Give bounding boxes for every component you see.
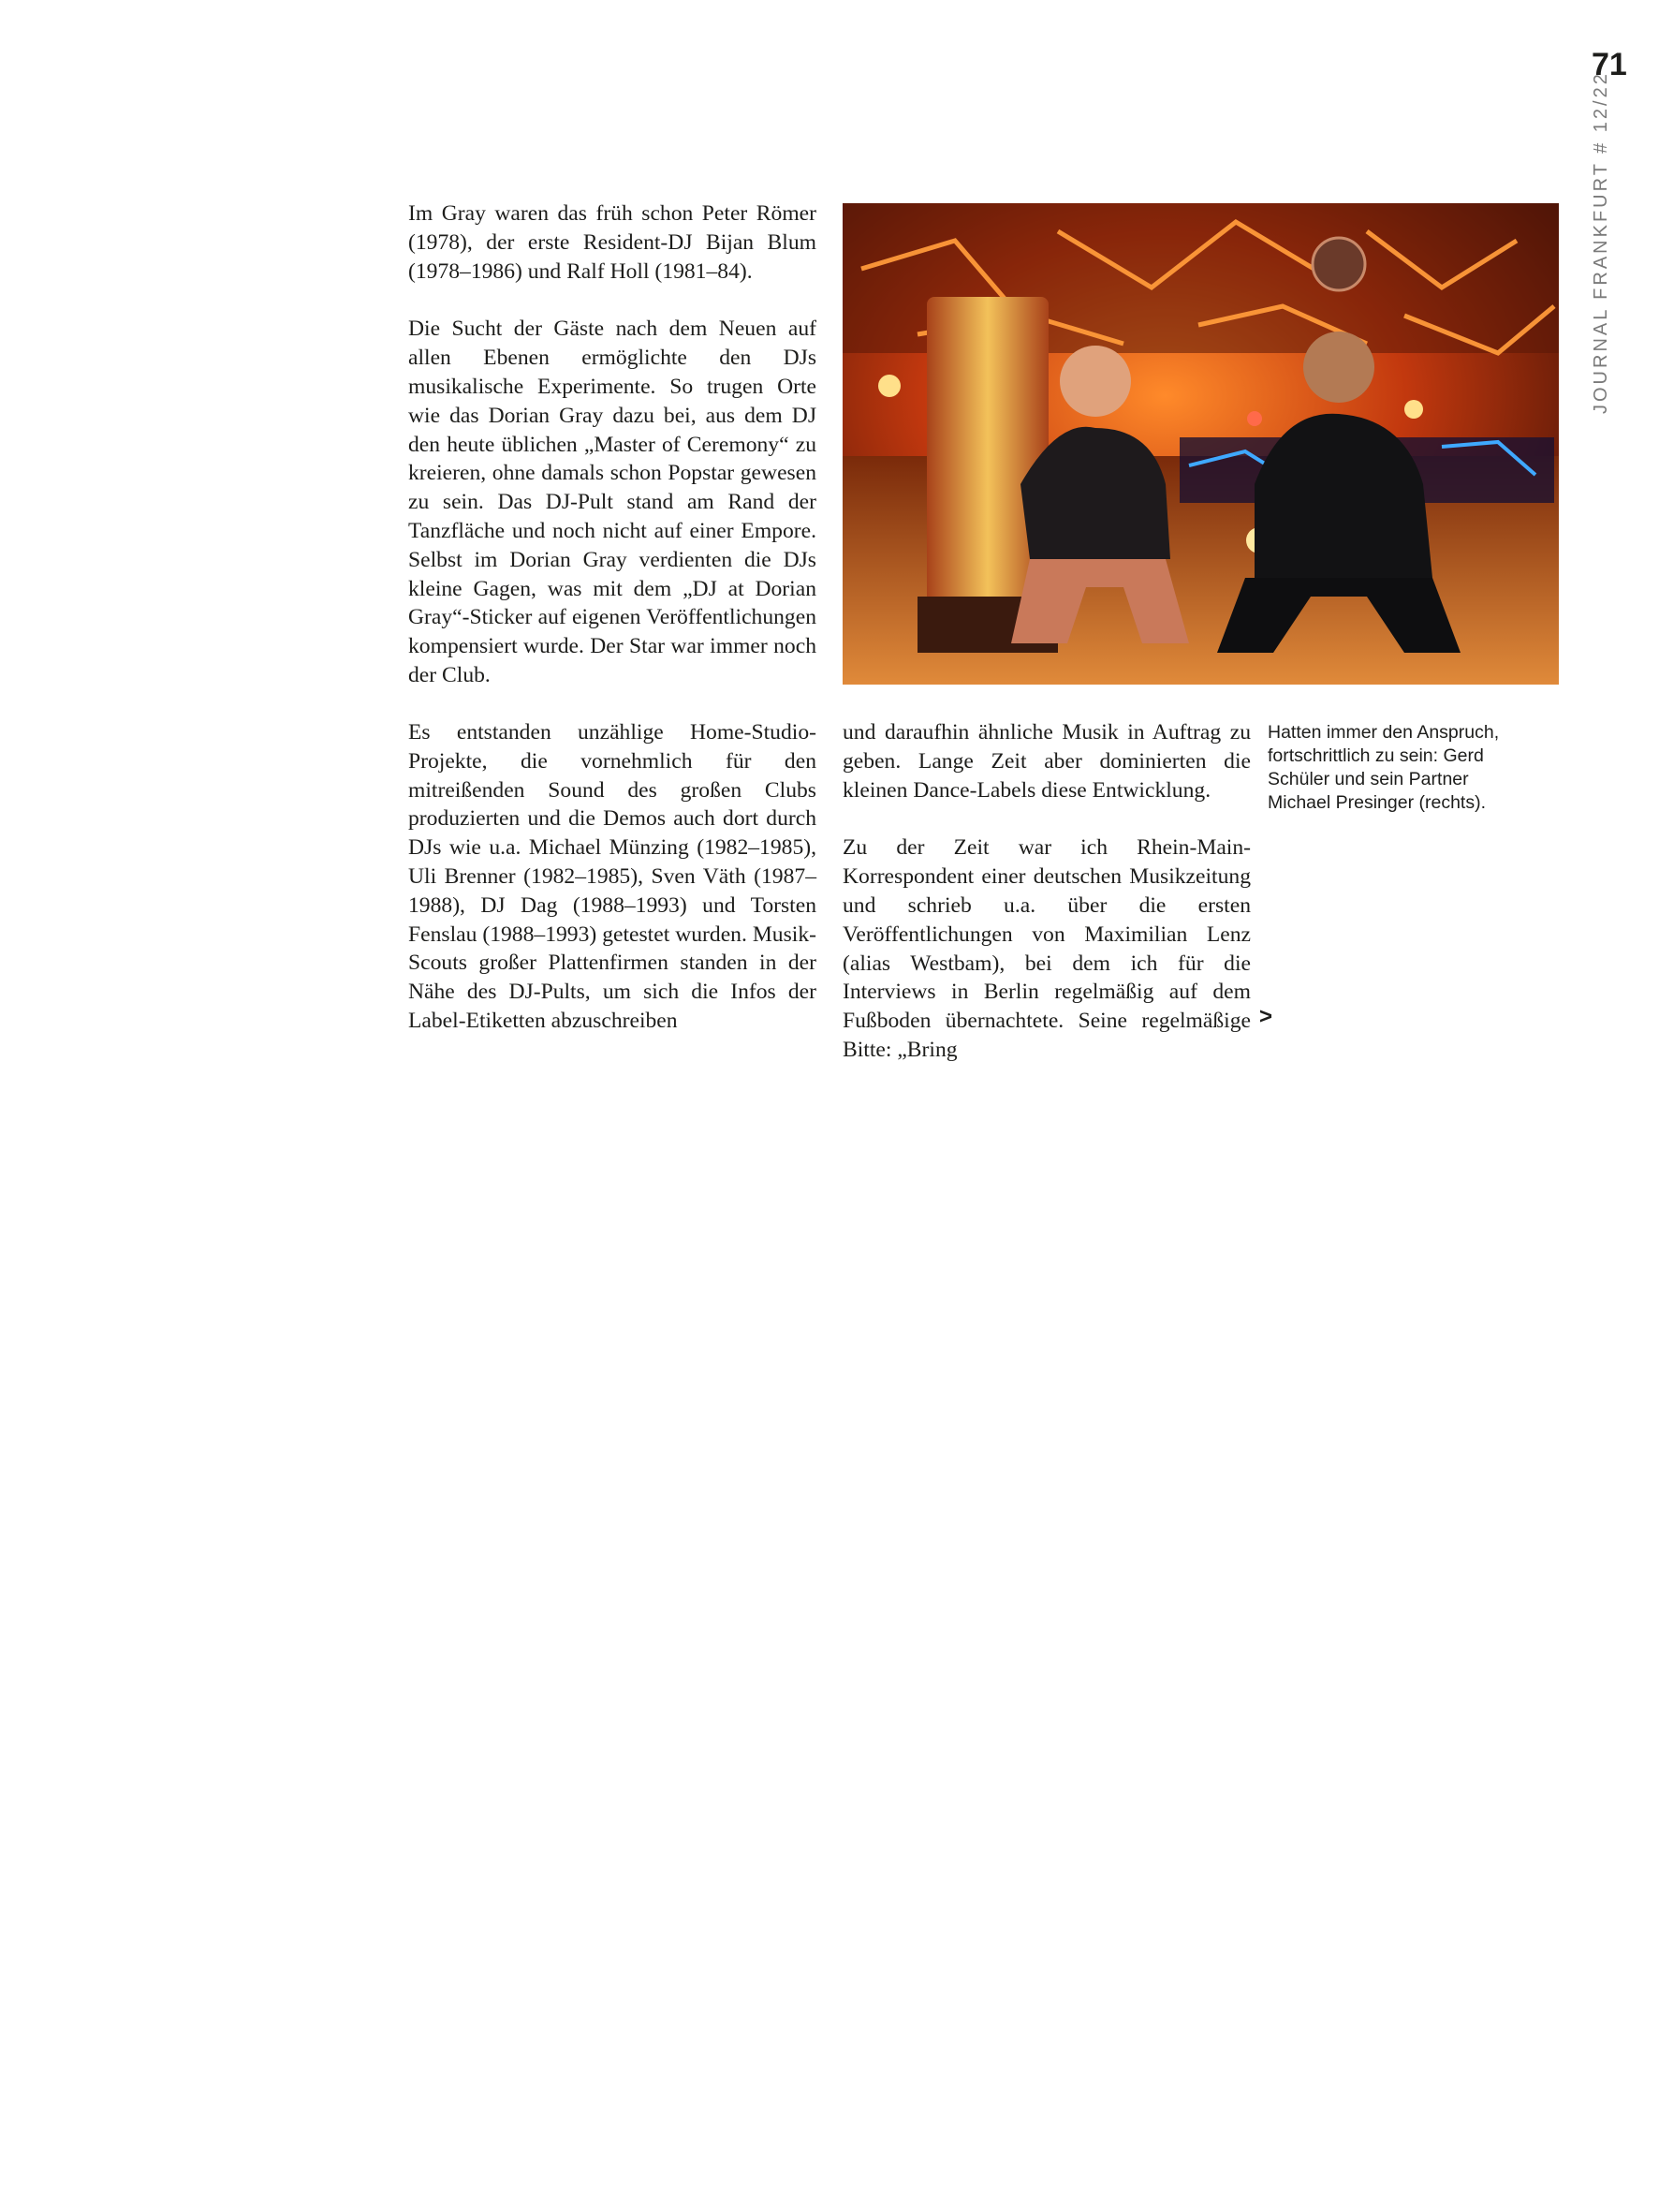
article-column-left-top [408,199,816,690]
club-photo-illustration [843,203,1559,685]
article-column-middle [843,718,1251,1065]
page-number: 71 [1592,47,1627,82]
club-photo [843,203,1559,685]
paragraph: Die Sucht der Gäste nach dem Neuen auf allen Ebenen ermöglichte den DJs musikalische Experimente. So trugen Orte wie das Dorian Gray dazu bei, aus dem DJ den heute üblichen „Master of Ceremony“ zu kreieren, ohne damals schon Popstar gewesen zu sein. Das DJ-Pult stand am Rand der Tanzfläche und noch nicht auf einer Empore. Selbst im Dorian Gray verdienten die DJs kleine Gagen, was mit dem „DJ at Dorian Gray“-Sticker auf eigenen Veröffentlichungen kompensiert wurde. Der Star war immer noch der Club. [408,317,816,687]
paragraph: Im Gray waren das früh schon Peter Römer (1978), der erste Resident-DJ Bijan Blum (1978–1986) und Ralf Holl (1981–84). [408,201,816,284]
photo-caption: Hatten immer den Anspruch, fortschrittlich zu sein: Gerd Schüler und sein Partner Michael Presinger (rechts). [1268,722,1500,813]
paragraph: Es entstanden unzählige Home-Studio-Projekte, die vornehmlich für den mitreißenden Sound des großen Clubs produzierten und die Demos auch dort durch DJs wie u.a. Michael Münzing (1982–1985), Uli Brenner (1982–1985), Sven Väth (1987–1988), DJ Dag (1988–1993) und Torsten Fenslau (1988–1993) getestet wurden. Musik-Scouts großer Plattenfirmen standen in der Nähe des DJ-Pults, um sich die Infos der Label-Etiketten abzuschreiben [408,720,816,1033]
paragraph: Zu der Zeit war ich Rhein-Main-Korrespondent einer deutschen Musikzeitung und schrieb u.a. über die ersten Veröffentlichungen von Maximilian Lenz (alias Westbam), bei dem ich für die Interviews in Berlin regelmäßig auf dem Fußboden übernachtete. Seine regelmäßige Bitte: „Bring [843,835,1251,1062]
article-column-left-bottom [408,718,816,1036]
paragraph: und daraufhin ähnliche Musik in Auftrag zu geben. Lange Zeit aber dominierten die kleinen Dance-Labels diese Entwicklung. [843,720,1251,803]
running-head: JOURNAL FRANKFURT # 12/22 [1591,71,1611,414]
continue-arrow: > [1259,1004,1273,1029]
